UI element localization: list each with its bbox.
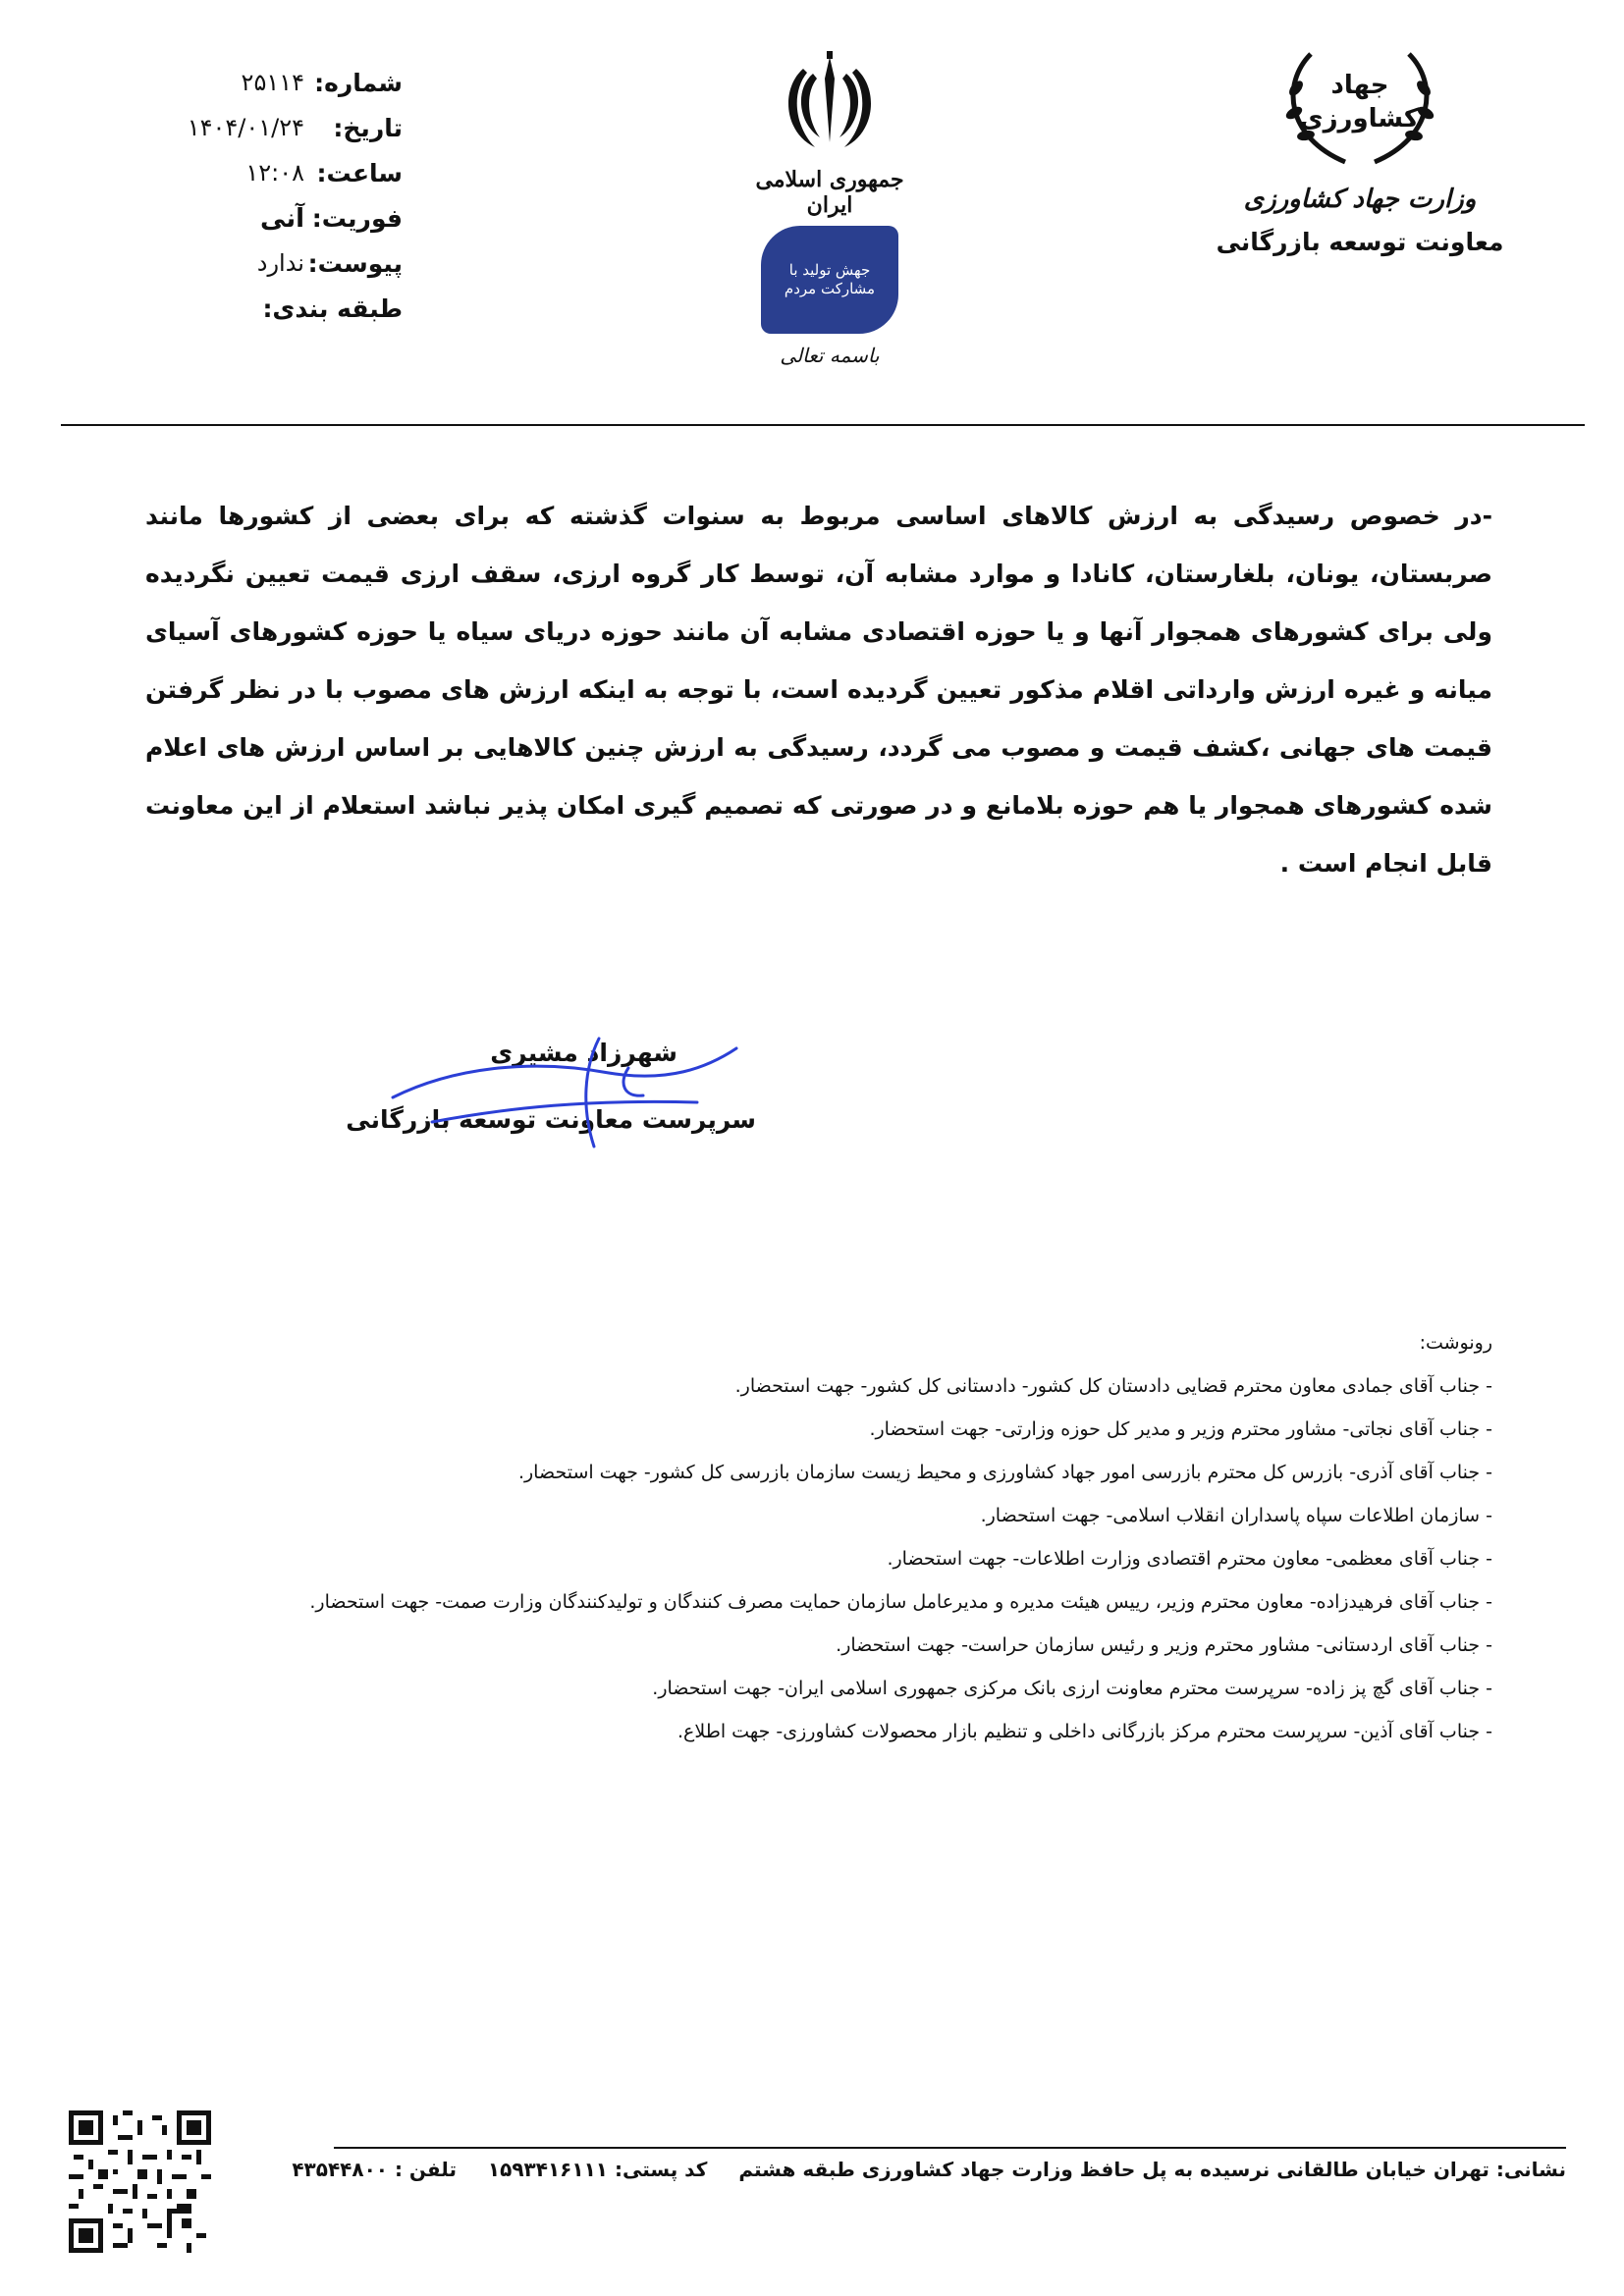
signatory-name: شهرزاد مشیری — [490, 1039, 677, 1067]
meta-time — [137, 159, 403, 204]
meta-label: ساعت: — [316, 159, 403, 187]
meta-value: آنی — [260, 204, 304, 234]
cc-list — [265, 1321, 1492, 1753]
meta-value: ۲۵۱۱۴ — [241, 69, 304, 96]
meta-classification — [137, 294, 403, 340]
meta-value: ۱۴۰۴/۰۱/۲۴ — [187, 114, 304, 141]
meta-label: تاریخ: — [333, 114, 403, 142]
cc-item: - جناب آقای فرهیدزاده- معاون محترم وزیر، رییس هیئت مدیره و مدیرعامل سازمان حمایت مصرف کنندگان و تولیدکنندگان وزارت صمت- جهت استحضار. — [309, 1591, 1492, 1613]
cc-item: - جناب آقای نجاتی- مشاور محترم وزیر و مدیر کل حوزه وزارتی- جهت استحضار. — [869, 1418, 1492, 1440]
footer-address: نشانی: تهران خیابان طالقانی نرسیده به پل حافظ وزارت جهاد کشاورزی طبقه هشتم — [738, 2158, 1566, 2181]
letter-meta — [137, 69, 403, 340]
footer-phone: تلفن : ۴۳۵۴۴۸۰۰ — [292, 2158, 457, 2181]
cc-item: - سازمان اطلاعات سپاه پاسداران انقلاب اسلامی- جهت استحضار. — [980, 1505, 1492, 1526]
deputy-name: معاونت توسعه بازرگانی — [1216, 228, 1504, 256]
cc-item: - جناب آقای اردستانی- مشاور محترم وزیر و رئیس سازمان حراست- جهت استحضار. — [836, 1634, 1492, 1656]
meta-value: ۱۲:۰۸ — [245, 159, 304, 187]
cc-title: رونوشت: — [1419, 1332, 1492, 1354]
meta-number — [137, 69, 403, 114]
meta-label: فوریت: — [311, 204, 403, 233]
iran-emblem-icon — [776, 49, 884, 157]
footer-postal-code: کد پستی: ۱۵۹۳۴۱۶۱۱۱ — [487, 2158, 708, 2181]
cc-item: - جناب آقای آذین- سرپرست محترم مرکز بازرگانی داخلی و تنظیم بازار محصولات کشاورزی- جهت اطلاع. — [677, 1721, 1492, 1742]
header-divider — [61, 424, 1585, 426]
meta-urgency — [137, 204, 403, 249]
jihad-logo-text: جهاد کشاورزی — [1299, 71, 1419, 133]
qr-code-icon — [69, 2110, 211, 2253]
jihad-keshavarzi-logo — [1267, 29, 1453, 177]
meta-value: ندارد — [256, 249, 304, 277]
cc-item: - جناب آقای آذری- بازرس کل محترم بازرسی امور جهاد کشاورزی و محیط زیست سازمان بازرسی کل کشور- جهت استحضار. — [517, 1462, 1492, 1483]
cc-item: - جناب آقای گچ پز زاده- سرپرست محترم معاونت ارزی بانک مرکزی جمهوری اسلامی ایران- جهت استحضار. — [652, 1678, 1492, 1699]
meta-date — [137, 114, 403, 159]
iran-emblem-block — [746, 49, 913, 412]
signature-block — [334, 1029, 756, 1156]
footer-divider — [334, 2147, 1566, 2149]
meta-label: شماره: — [314, 69, 403, 97]
ministry-logo-block — [1208, 29, 1512, 314]
slogan-seal: جهش تولید با مشارکت مردم — [761, 226, 898, 334]
emblem-caption: جمهوری اسلامی ایران — [755, 167, 904, 218]
cc-item: - جناب آقای جمادی معاون محترم قضایی دادستان کل کشور- دادستانی کل کشور- جهت استحضار. — [734, 1375, 1492, 1397]
letter-body: -در خصوص رسیدگی به ارزش کالاهای اساسی مربوط به سنوات گذشته که برای بعضی از کشورها مانند صربستان، یونان، بلغارستان، کانادا و موارد مشابه آن، توسط کار گروه ارزی، سقف ارزی قیمت تعیین نگردیده ولی برای کشورهای همجوار آنها و یا حوزه اقتصادی مشابه آن مانند حوزه دریای سیاه یا حوزه کشورهای آسیای میانه و غیره ارزش وارداتی اقلام مذکور تعیین گردیده است، با توجه به اینکه ارزش های مصوب با در نظر گرفتن قیمت های جهانی ،کشف قیمت و مصوب می گردد، رسیدگی به ارزش چنین کالاهایی بر اساس ارزش های اعلام شده کشورهای همجوار یا هم حوزه بلامانع و در صورتی که تصمیم گیری امکان پذیر نباشد استعلام از این معاونت قابل انجام است . — [145, 502, 1492, 878]
cc-item: - جناب آقای معظمی- معاون محترم اقتصادی وزارت اطلاعات- جهت استحضار. — [887, 1548, 1492, 1570]
ministry-name: وزارت جهاد کشاورزی — [1243, 185, 1477, 214]
meta-label: پیوست: — [307, 249, 403, 278]
signatory-title: سرپرست معاونت توسعه بازرگانی — [346, 1105, 756, 1134]
basmala-calligraphy: باسمه تعالی — [780, 344, 880, 367]
meta-label: طبقه بندی: — [262, 294, 403, 323]
meta-attachment — [137, 249, 403, 294]
footer — [292, 2158, 1566, 2181]
